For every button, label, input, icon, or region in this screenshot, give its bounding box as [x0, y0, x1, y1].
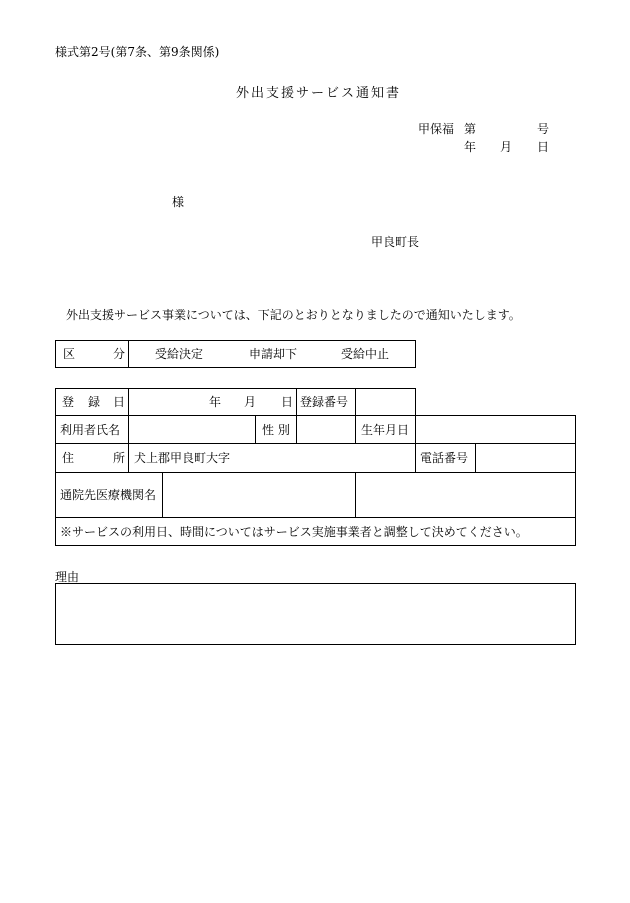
address-field[interactable]: 犬上郡甲良町大字 [134, 451, 231, 465]
phone-field[interactable] [476, 444, 574, 472]
division-divider [128, 340, 129, 368]
hospital-field-1[interactable] [163, 473, 354, 517]
row3-col-divider-a [128, 443, 129, 473]
addressee-suffix: 様 [172, 195, 185, 209]
gender-field[interactable] [297, 416, 354, 443]
service-note: ※サービスの利用日、時間についてはサービス実施事業者と調整して決めてください。 [60, 525, 528, 539]
division-label-b: 分 [113, 347, 126, 361]
form-number: 様式第2号(第7条、第9条関係) [55, 45, 220, 59]
row3-col-divider-b [415, 443, 416, 473]
reg-date-label-2: 録 [88, 395, 101, 409]
date-day-unit: 日 [537, 140, 550, 154]
reg-date-year-unit: 年 [209, 395, 222, 409]
reg-date-day-unit: 日 [281, 395, 294, 409]
option-approved[interactable]: 受給決定 [155, 347, 204, 361]
reg-date-label-1: 登 [62, 395, 75, 409]
option-rejected[interactable]: 申請却下 [249, 347, 298, 361]
option-discontinued[interactable]: 受給中止 [341, 347, 390, 361]
reason-box[interactable] [55, 583, 576, 645]
reg-number-label: 登録番号 [300, 395, 349, 409]
document-number-go: 号 [537, 122, 550, 136]
details-right-border [575, 415, 576, 546]
address-label-b: 所 [113, 451, 126, 465]
row2-col-divider-a [255, 415, 256, 444]
row1-right-border [415, 388, 416, 416]
phone-label: 電話番号 [420, 451, 469, 465]
gender-label: 性 別 [262, 423, 290, 437]
address-label-a: 住 [62, 451, 75, 465]
user-name-label: 利用者氏名 [60, 423, 121, 437]
document-number-dai: 第 [464, 122, 477, 136]
birthdate-field[interactable] [416, 416, 574, 443]
hospital-field-2[interactable] [356, 473, 574, 517]
intro-text: 外出支援サービス事業については、下記のとおりとなりましたので通知いたします。 [66, 308, 521, 322]
user-name-field[interactable] [129, 416, 254, 443]
document-title: 外出支援サービス通知書 [236, 86, 402, 101]
details-bottom-border [55, 545, 576, 546]
row-divider-4 [55, 517, 576, 518]
reason-label: 理由 [55, 570, 80, 584]
date-month-unit: 月 [500, 140, 513, 154]
hospital-label: 通院先医療機関名 [60, 488, 157, 502]
birthdate-label: 生年月日 [361, 423, 410, 437]
reg-date-month-unit: 月 [244, 395, 257, 409]
reg-number-field[interactable] [356, 389, 415, 415]
details-left-border [55, 388, 56, 546]
reg-date-label-3: 日 [113, 395, 126, 409]
issuer: 甲良町長 [371, 235, 420, 249]
date-year-unit: 年 [464, 140, 477, 154]
document-prefix: 甲保福 [418, 122, 455, 136]
division-label-a: 区 [63, 347, 76, 361]
